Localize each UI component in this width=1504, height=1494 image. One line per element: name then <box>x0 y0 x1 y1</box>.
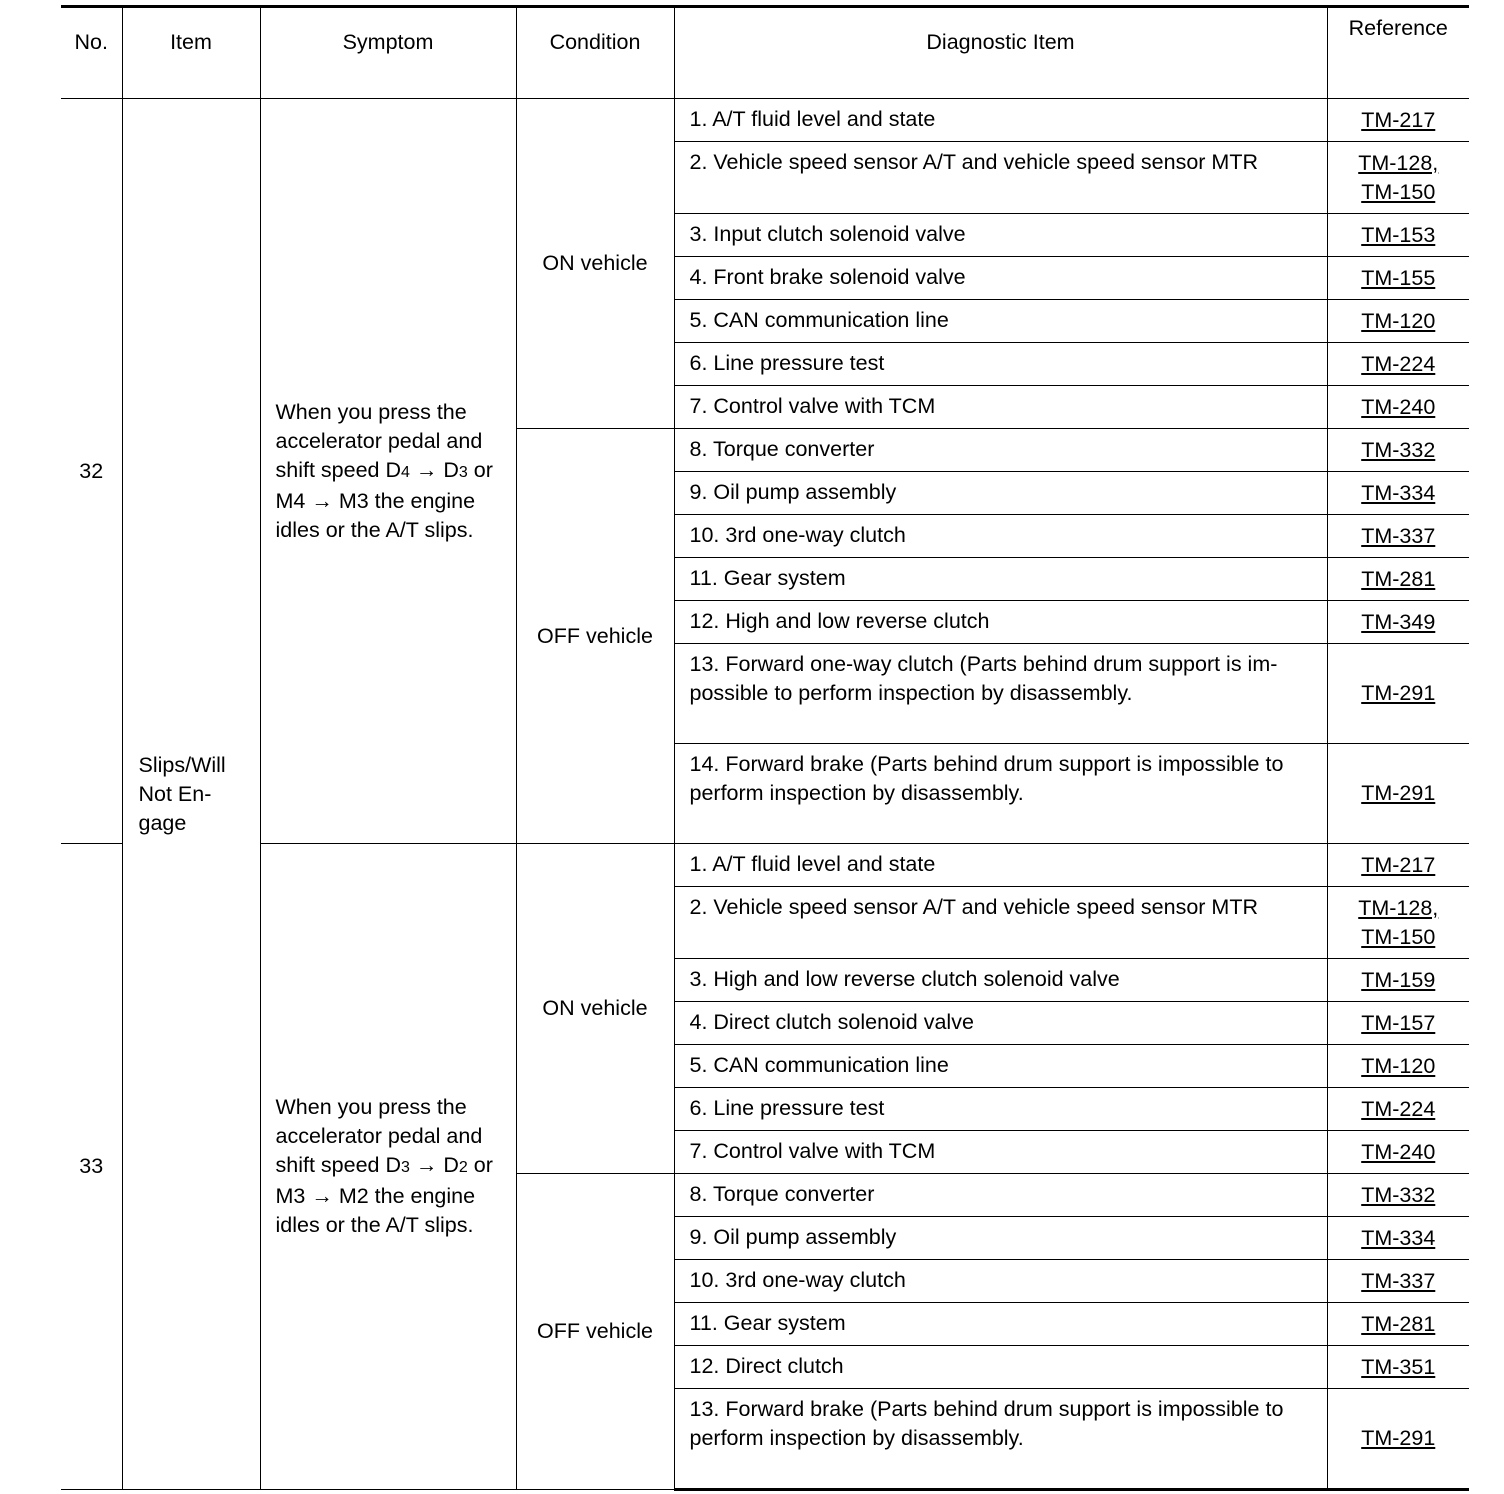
diagnostic-item: 6. Line pressure test <box>674 343 1327 386</box>
diagnostic-item: 2. Vehicle speed sensor A/T and vehicle speed sensor MTR <box>674 887 1327 959</box>
diagnostic-item: 4. Direct clutch solenoid valve <box>674 1002 1327 1045</box>
reference-cell <box>1327 429 1469 472</box>
reference-link[interactable]: TM-334 <box>1361 480 1436 505</box>
reference-cell <box>1327 601 1469 644</box>
reference-link[interactable]: TM-291 <box>1361 1426 1436 1450</box>
reference-cell <box>1327 1389 1469 1490</box>
reference-link[interactable]: TM-337 <box>1361 523 1436 548</box>
condition-label: OFF vehicle <box>516 1174 674 1490</box>
table-body <box>61 99 1469 1490</box>
reference-link[interactable]: TM-159 <box>1361 967 1436 992</box>
reference-link[interactable]: TM-334 <box>1361 1225 1436 1250</box>
reference-link[interactable]: TM-349 <box>1361 609 1436 634</box>
symptom-text: When you press the accelerator pedal and shift speed D3 → D2 or M3 → M2 the engine idles or the A/T slips. <box>260 844 516 1490</box>
reference-link[interactable]: TM-150 <box>1361 179 1436 204</box>
reference-link[interactable]: TM-155 <box>1361 265 1436 290</box>
reference-link[interactable]: TM-281 <box>1361 566 1436 591</box>
diagnostic-item: 12. High and low reverse clutch <box>674 601 1327 644</box>
diagnostic-item: 14. Forward brake (Parts behind drum support is impossible to perform inspection by disassembly. <box>674 744 1327 844</box>
diagnostic-item: 8. Torque converter <box>674 1174 1327 1217</box>
reference-cell <box>1327 142 1469 214</box>
reference-link[interactable]: TM-240 <box>1361 1139 1436 1164</box>
diagnostic-item: 9. Oil pump assembly <box>674 1217 1327 1260</box>
reference-link[interactable]: TM-291 <box>1361 781 1436 805</box>
reference-link[interactable]: TM-157 <box>1361 1010 1436 1035</box>
row-number: 33 <box>61 844 122 1490</box>
reference-link[interactable]: TM-332 <box>1361 437 1436 462</box>
diagnostic-table <box>61 5 1469 1491</box>
reference-cell <box>1327 99 1469 142</box>
row-number: 32 <box>61 99 122 844</box>
reference-cell <box>1327 1260 1469 1303</box>
reference-cell <box>1327 214 1469 257</box>
reference-link[interactable]: TM-120 <box>1361 308 1436 333</box>
diagnostic-item: 8. Torque converter <box>674 429 1327 472</box>
reference-link[interactable]: TM-150 <box>1361 924 1436 949</box>
reference-cell <box>1327 1002 1469 1045</box>
condition-label: ON vehicle <box>516 99 674 429</box>
reference-cell <box>1327 1088 1469 1131</box>
reference-cell <box>1327 1131 1469 1174</box>
reference-link[interactable]: TM-120 <box>1361 1053 1436 1078</box>
symptom-text: When you press the accelerator pedal and shift speed D4 → D3 or M4 → M3 the engine idles or the A/T slips. <box>260 99 516 844</box>
diagnostic-item: 1. A/T fluid level and state <box>674 99 1327 142</box>
diagnostic-item: 9. Oil pump assembly <box>674 472 1327 515</box>
reference-link[interactable]: TM-217 <box>1361 107 1436 132</box>
diagnostic-item: 11. Gear system <box>674 1303 1327 1346</box>
reference-link[interactable]: TM-281 <box>1361 1311 1436 1336</box>
reference-cell <box>1327 558 1469 601</box>
condition-label: ON vehicle <box>516 844 674 1174</box>
diagnostic-item: 12. Direct clutch <box>674 1346 1327 1389</box>
reference-cell <box>1327 959 1469 1002</box>
diagnostic-item: 11. Gear system <box>674 558 1327 601</box>
diagnostic-item: 1. A/T fluid level and state <box>674 844 1327 887</box>
header-reference: Reference <box>1327 7 1469 99</box>
diagnostic-item: 5. CAN communication line <box>674 300 1327 343</box>
reference-cell <box>1327 386 1469 429</box>
header-no: No. <box>61 7 122 99</box>
reference-cell <box>1327 1346 1469 1389</box>
reference-cell <box>1327 844 1469 887</box>
reference-link[interactable]: TM-153 <box>1361 222 1436 247</box>
reference-cell <box>1327 887 1469 959</box>
reference-link[interactable]: TM-128, <box>1358 895 1439 920</box>
header-item: Item <box>122 7 260 99</box>
reference-cell <box>1327 744 1469 844</box>
reference-cell <box>1327 300 1469 343</box>
table-row <box>61 99 1469 142</box>
diagnostic-item: 7. Control valve with TCM <box>674 386 1327 429</box>
condition-label: OFF vehicle <box>516 429 674 844</box>
reference-cell <box>1327 257 1469 300</box>
reference-link[interactable]: TM-291 <box>1361 681 1436 705</box>
diagnostic-item: 10. 3rd one-way clutch <box>674 515 1327 558</box>
table-row <box>61 844 1469 887</box>
reference-cell <box>1327 472 1469 515</box>
diagnostic-item: 2. Vehicle speed sensor A/T and vehicle speed sensor MTR <box>674 142 1327 214</box>
reference-cell <box>1327 343 1469 386</box>
reference-cell <box>1327 644 1469 744</box>
reference-link[interactable]: TM-351 <box>1361 1354 1436 1379</box>
header-row <box>61 7 1469 99</box>
reference-cell <box>1327 1217 1469 1260</box>
item-label: Slips/Will Not En-gage <box>122 99 260 1490</box>
diagnostic-item: 5. CAN communication line <box>674 1045 1327 1088</box>
diagnostic-item: 3. High and low reverse clutch solenoid valve <box>674 959 1327 1002</box>
header-symptom: Symptom <box>260 7 516 99</box>
reference-link[interactable]: TM-224 <box>1361 351 1436 376</box>
reference-link[interactable]: TM-128, <box>1358 150 1439 175</box>
reference-link[interactable]: TM-217 <box>1361 852 1436 877</box>
reference-cell <box>1327 1303 1469 1346</box>
diagnostic-item: 3. Input clutch solenoid valve <box>674 214 1327 257</box>
diagnostic-item: 4. Front brake solenoid valve <box>674 257 1327 300</box>
reference-link[interactable]: TM-224 <box>1361 1096 1436 1121</box>
reference-link[interactable]: TM-337 <box>1361 1268 1436 1293</box>
reference-cell <box>1327 515 1469 558</box>
diagnostic-item: 13. Forward brake (Parts behind drum support is impossible to perform inspection by disassembly. <box>674 1389 1327 1490</box>
diagnostic-item: 7. Control valve with TCM <box>674 1131 1327 1174</box>
diagnostic-item: 10. 3rd one-way clutch <box>674 1260 1327 1303</box>
reference-cell <box>1327 1174 1469 1217</box>
diagnostic-item: 6. Line pressure test <box>674 1088 1327 1131</box>
reference-link[interactable]: TM-240 <box>1361 394 1436 419</box>
header-diagnostic-item: Diagnostic Item <box>674 7 1327 99</box>
reference-cell <box>1327 1045 1469 1088</box>
header-condition: Condition <box>516 7 674 99</box>
reference-link[interactable]: TM-332 <box>1361 1182 1436 1207</box>
diagnostic-item: 13. Forward one-way clutch (Parts behind drum support is im-possible to perform inspection by disassembly. <box>674 644 1327 744</box>
